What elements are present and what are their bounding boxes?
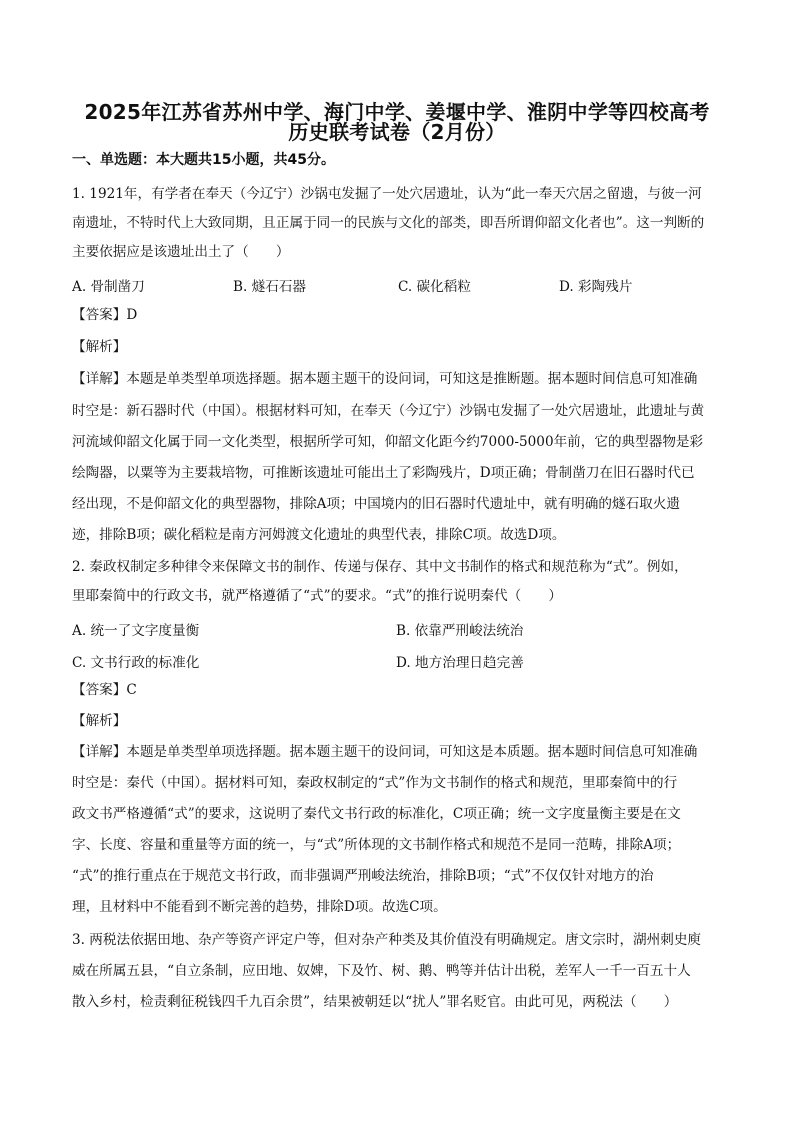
q2-stem-line1: 2. 秦政权制定多种律令来保障文书的制作、传递与保存、其中文书制作的格式和规范称为“式”。例如，: [72, 559, 688, 575]
q3-stem-line2: 威在所属五县，“自立条制，应田地、奴婢，下及竹、树、鹅、鸭等并估计出税，差军人一千一百五十人: [72, 963, 691, 979]
q1-detail-line4: 绘陶器，以粟等为主要栽培物，可推断该遗址可能出土了彩陶残片，D项正确；骨制凿刀在旧石器时代已: [72, 465, 695, 481]
q1-answer-label: 【答案】: [72, 307, 127, 323]
q2-answer-label: 【答案】: [72, 682, 127, 698]
q2-option-b: B. 依靠严刑峻法统治: [396, 623, 524, 639]
q1-option-d: D. 彩陶残片: [559, 279, 633, 295]
q1-answer: [72, 306, 732, 324]
q1-stem-line3: 主要依据应是该遗址出土了（ ）: [72, 244, 290, 260]
q2-detail-line3: 政文书严格遵循“式”的要求，这说明了秦代文书行政的标准化，C项正确；统一文字度量衡主要是在文: [72, 806, 681, 822]
q2-detail-line6: 理，且材料中不能看到不断完善的趋势，排除D项。故选C项。: [72, 899, 447, 915]
q2-detail-line2: 时空是：秦代（中国）。据材料可知，秦政权制定的“式”作为文书制作的格式和规范，里耶秦简中的行: [72, 775, 678, 791]
document-title-line1: 2025年江苏省苏州中学、海门中学、姜堰中学、淮阴中学等四校高考: [84, 100, 710, 124]
q1-stem-line2: 南遗址，不特时代上大致同期，且正属于同一的民族与文化的部类，即吾所谓仰韶文化者也”。这一判断的: [72, 215, 705, 231]
q2-detail-line5: “式”的推行重点在于规范文书行政，而非强调严刑峻法统治，排除B项；“式”不仅仅针对地方的治: [72, 868, 654, 884]
q2-stem-line2: 里耶秦简中的行政文书，就严格遵循了“式”的要求。“式”的推行说明秦代（ ）: [72, 588, 562, 604]
q2-analysis-label: 【解析】: [72, 713, 127, 729]
q1-detail-line5: 经出现，不是仰韶文化的典型器物，排除A项；中国境内的旧石器时代遗址中，就有明确的燧石取火遗: [72, 496, 680, 512]
q1-detail-line6: 迹，排除B项；碳化稻粒是南方河姆渡文化遗址的典型代表，排除C项。故选D项。: [72, 527, 566, 543]
q1-detail-line1: 【详解】本题是单类型单项选择题。据本题主题干的设问词，可知这是推断题。据本题时间信息可知准确: [72, 371, 698, 387]
section-heading: 一、单选题：本大题共15小题，共45分。: [72, 152, 335, 168]
q1-detail-line2: 时空是：新石器时代（中国）。根据材料可知，在奉天（今辽宁）沙锅屯发掘了一处穴居遗址，此遗址与黄: [72, 403, 705, 419]
document-title-line2: 历史联考试卷（2月份）: [288, 120, 506, 144]
q2-detail-line4: 字、长度、容量和重量等方面的统一，与“式”所体现的文书制作格式和规范不是同一范畴，排除A项；: [72, 837, 681, 853]
q1-stem-line1: 1. 1921年，有学者在奉天（今辽宁）沙锅屯发掘了一处穴居遗址，认为“此一奉天穴居之留遗，与彼一河: [72, 186, 702, 202]
q2-option-c: C. 文书行政的标准化: [72, 655, 200, 671]
q2-option-d: D. 地方治理日趋完善: [396, 655, 524, 671]
q2-detail-line1: 【详解】本题是单类型单项选择题。据本题主题干的设问词，可知这是本质题。据本题时间信息可知准确: [72, 744, 698, 760]
q1-option-c: C. 碳化稻粒: [398, 279, 471, 295]
q1-detail-line3: 河流域仰韶文化属于同一文化类型，根据所学可知，仰韶文化距今约7000-5000年前，它的典型器物是彩: [72, 434, 704, 450]
q2-answer-value: C: [126, 682, 137, 698]
q1-analysis-label: 【解析】: [72, 339, 127, 355]
q1-option-a: A. 骨制凿刀: [72, 279, 145, 295]
q3-stem-line3: 散入乡村，检责剩征税钱四千九百余贯”，结果被朝廷以“扰人”罪名贬官。由此可见，两税法（ ）: [72, 994, 678, 1010]
q2-option-a: A. 统一了文字度量衡: [72, 623, 200, 639]
q2-answer: [72, 681, 732, 699]
q1-answer-value: D: [126, 307, 138, 323]
q3-stem-line1: 3. 两税法依据田地、杂产等资产评定户等，但对杂产种类及其价值没有明确规定。唐文宗时，湖州刺史庾: [72, 932, 702, 948]
q1-option-b: B. 燧石石器: [233, 279, 307, 295]
